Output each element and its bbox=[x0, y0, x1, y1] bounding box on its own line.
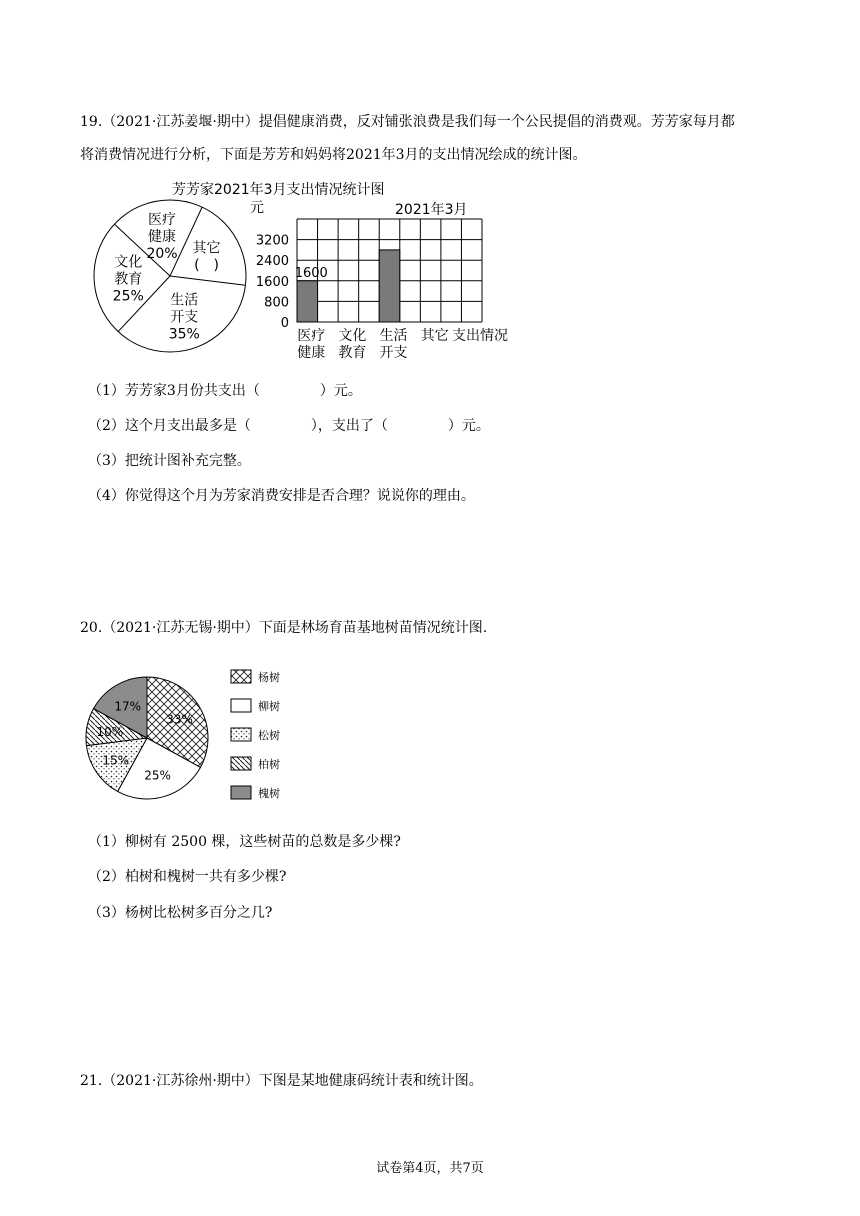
legend-label: 柏树 bbox=[258, 758, 280, 771]
q20-pie-chart bbox=[86, 677, 208, 799]
bar bbox=[379, 250, 400, 322]
pie-slice-label: 35% bbox=[168, 326, 200, 343]
q20-sub3: （3）杨树比松树多百分之几? bbox=[88, 905, 273, 921]
y-tick-label: 1600 bbox=[255, 274, 289, 290]
pie-slice-label: 其它 bbox=[192, 240, 221, 257]
bar bbox=[297, 281, 318, 322]
q19-pie-chart bbox=[94, 200, 246, 352]
q20-chart bbox=[80, 660, 320, 810]
legend-swatch bbox=[231, 786, 251, 799]
q21-text: 21.（2021·江苏徐州·期中）下图是某地健康码统计表和统计图。 bbox=[80, 1073, 483, 1089]
pie-slice-label: 文化 bbox=[114, 254, 143, 271]
q19-sub2 bbox=[88, 416, 490, 436]
pie-slice-label: 15% bbox=[102, 753, 130, 768]
pie-slice-label: ( ) bbox=[194, 257, 220, 274]
pie-slice-label: 20% bbox=[146, 245, 178, 262]
legend-label: 槐树 bbox=[258, 787, 280, 800]
x-category-label: 生活 bbox=[379, 328, 408, 344]
pie-slice-label: 生活 bbox=[170, 292, 199, 309]
q19-sub1-a: （1）芳芳家3月份共支出（ bbox=[88, 383, 260, 399]
q20-legend bbox=[231, 670, 280, 800]
y-tick-label: 800 bbox=[264, 295, 289, 311]
legend-label: 柳树 bbox=[258, 700, 280, 713]
legend-swatch bbox=[231, 728, 251, 741]
legend-swatch bbox=[231, 670, 251, 683]
legend-label: 杨树 bbox=[258, 671, 280, 684]
q19-text-line1: 19.（2021·江苏姜堰·期中）提倡健康消费，反对铺张浪费是我们每一个公民提倡的消费观。芳芳家每月都 bbox=[80, 114, 735, 130]
q19-chart-title: 芳芳家2021年3月支出情况统计图 bbox=[172, 182, 385, 198]
q19-bar-chart bbox=[250, 200, 508, 361]
q19-text-line2: 将消费情况进行分析，下面是芳芳和妈妈将2021年3月的支出情况绘成的统计图。 bbox=[80, 147, 587, 163]
y-tick-label: 3200 bbox=[255, 233, 289, 249]
q20-text: 20.（2021·江苏无锡·期中）下面是林场育苗基地树苗情况统计图. bbox=[80, 620, 488, 636]
bar-value-label: 1600 bbox=[294, 265, 328, 281]
page-footer: 试卷第4页，共7页 bbox=[376, 1161, 484, 1176]
q19-sub2-b: ），支出了（ bbox=[310, 418, 388, 434]
x-category-label: 医疗 bbox=[297, 328, 326, 344]
pie-slice-label: 25% bbox=[144, 768, 171, 783]
legend-swatch bbox=[231, 757, 251, 770]
pie-slice-label: 教育 bbox=[114, 271, 143, 288]
q20-sub2: （2）柏树和槐树一共有多少棵? bbox=[88, 869, 287, 885]
x-axis-label: 支出情况 bbox=[452, 328, 508, 344]
legend-swatch bbox=[231, 699, 251, 712]
date-label: 2021年3月 bbox=[395, 202, 468, 218]
y-tick-label: 0 bbox=[280, 316, 289, 331]
q20-sub1: （1）柳树有 2500 棵，这些树苗的总数是多少棵? bbox=[88, 834, 401, 850]
y-unit-label: 元 bbox=[250, 200, 264, 216]
q19-charts bbox=[80, 176, 540, 366]
y-tick-label: 2400 bbox=[255, 254, 289, 270]
x-category-label: 开支 bbox=[379, 345, 408, 361]
x-category-label: 教育 bbox=[338, 345, 367, 361]
pie-slice-label: 25% bbox=[112, 288, 144, 305]
pie-slice-label: 开支 bbox=[170, 309, 199, 326]
pie-slice-label: 17% bbox=[114, 699, 142, 714]
x-category-label: 健康 bbox=[297, 345, 326, 361]
q19-sub1 bbox=[88, 381, 362, 401]
x-category-label: 文化 bbox=[338, 328, 367, 344]
q19-sub2-c: ）元。 bbox=[447, 418, 490, 434]
q19-sub2-a: （2）这个月支出最多是（ bbox=[88, 418, 251, 434]
pie-slice-label: 33% bbox=[166, 712, 193, 727]
legend-label: 松树 bbox=[258, 729, 280, 742]
q19-sub3: （3）把统计图补充完整。 bbox=[88, 453, 251, 469]
pie-slice-label: 健康 bbox=[148, 228, 177, 245]
x-category-label: 其它 bbox=[420, 328, 449, 344]
q19-sub1-b: ）元。 bbox=[319, 383, 362, 399]
q19-sub4: （4）你觉得这个月为芳家消费安排是否合理？说说你的理由。 bbox=[88, 488, 475, 504]
pie-slice-label: 10% bbox=[96, 724, 124, 739]
pie-slice-label: 医疗 bbox=[148, 211, 177, 228]
